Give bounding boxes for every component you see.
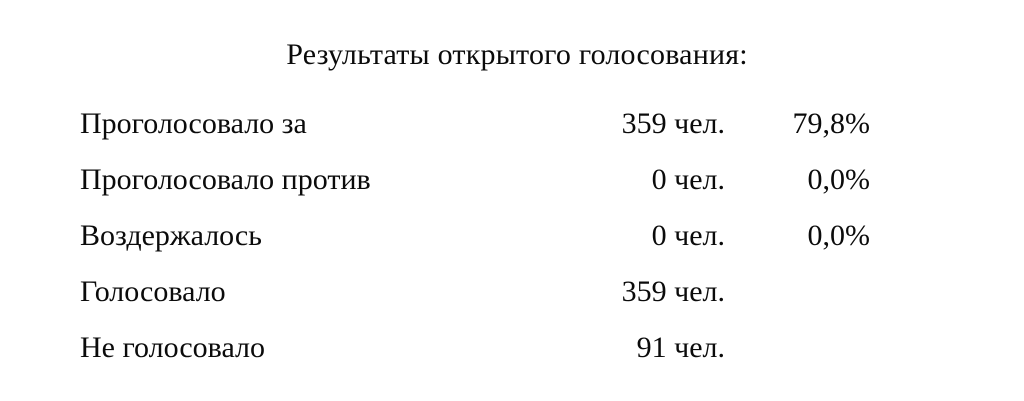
row-percent: 0,0% [807, 163, 870, 196]
row-label: Проголосовало за [80, 107, 307, 140]
row-label: Голосовало [80, 275, 226, 308]
voting-results-table [80, 96, 870, 376]
row-count: 359 чел. [621, 107, 725, 140]
page-title: Результаты открытого голосования: [286, 38, 748, 71]
table-row [80, 264, 870, 320]
row-percent: 0,0% [807, 219, 870, 252]
table-row [80, 208, 870, 264]
row-percent [725, 320, 870, 376]
table-row [80, 96, 870, 152]
row-percent [725, 264, 870, 320]
table-row [80, 320, 870, 376]
row-count: 0 чел. [651, 219, 725, 252]
row-count: 91 чел. [636, 331, 725, 364]
row-label: Проголосовало против [80, 163, 371, 196]
table-row [80, 152, 870, 208]
row-count: 0 чел. [651, 163, 725, 196]
row-percent: 79,8% [792, 107, 870, 140]
row-count: 359 чел. [621, 275, 725, 308]
row-label: Не голосовало [80, 331, 265, 364]
row-label: Воздержалось [80, 219, 262, 252]
